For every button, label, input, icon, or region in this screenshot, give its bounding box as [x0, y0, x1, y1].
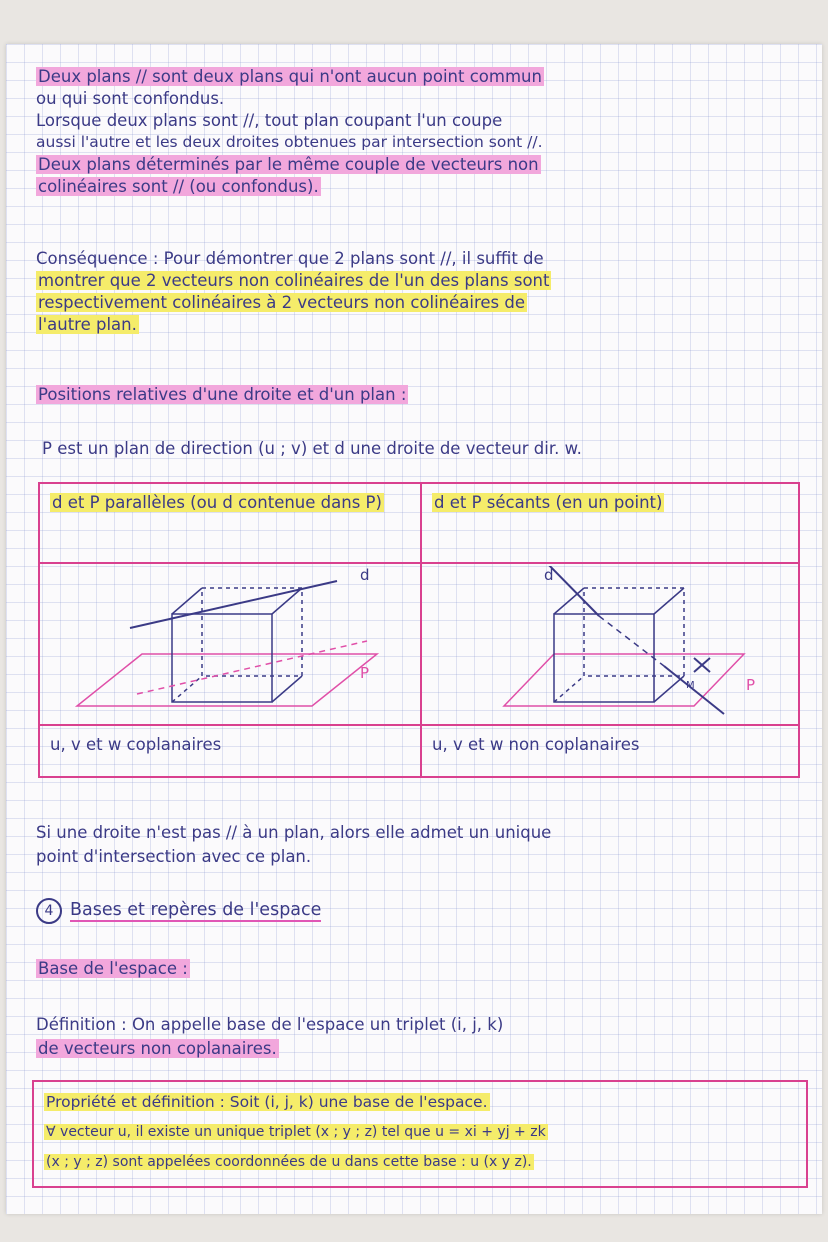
property-line-3: (x ; y ; z) sont appelées coordonnées de u dans cette base : u (x y z). — [46, 1154, 532, 1170]
parallel-cube-figure — [42, 566, 418, 722]
property-line-2: ∀ vecteur u, il existe un unique triplet (x ; y ; z) tel que u = xi + yj + zk — [46, 1124, 546, 1140]
intro-line-5: Deux plans déterminés par le même couple de vecteurs non — [38, 155, 539, 174]
right-label-M: M — [686, 680, 695, 691]
base-def-line-2: de vecteurs non coplanaires. — [38, 1039, 277, 1058]
intro-line-3: Lorsque deux plans sont //, tout plan coupant l'un coupe — [36, 111, 503, 130]
section-4-heading — [36, 898, 321, 924]
table-divider-vertical — [420, 484, 422, 776]
table-divider-header — [40, 562, 798, 564]
consequence-line-4: l'autre plan. — [38, 315, 137, 334]
consequence-line-3: respectivement colinéaires à 2 vecteurs non colinéaires de — [38, 293, 526, 312]
left-label-d: d — [360, 566, 370, 584]
intro-line-4: aussi l'autre et les deux droites obtenues par intersection sont //. — [36, 133, 543, 151]
secant-cube-figure — [424, 566, 800, 722]
intro-line-2: ou qui sont confondus. — [36, 89, 225, 108]
positions-table — [38, 482, 800, 778]
table-right-footer: u, v et w non coplanaires — [432, 735, 640, 754]
right-label-d: d — [544, 566, 554, 584]
right-label-P: P — [746, 676, 756, 694]
after-table-line-1: Si une droite n'est pas // à un plan, alors elle admet un unique — [36, 823, 552, 842]
intro-line-1: Deux plans // sont deux plans qui n'ont aucun point commun — [38, 67, 542, 86]
table-right-header: d et P sécants (en un point) — [434, 493, 663, 512]
consequence-line-2: montrer que 2 vecteurs non colinéaires de l'un des plans sont — [38, 271, 550, 290]
consequence-line-1: Conséquence : Pour démontrer que 2 plans sont //, il suffit de — [36, 249, 544, 268]
base-heading: Base de l'espace : — [38, 959, 188, 978]
table-left-header: d et P parallèles (ou d contenue dans P) — [52, 493, 382, 512]
intro-line-6: colinéaires sont // (ou confondus). — [38, 177, 319, 196]
positions-sentence: P est un plan de direction (u ; v) et d une droite de vecteur dir. w. — [42, 439, 582, 458]
property-line-1: Propriété et définition : Soit (i, j, k) une base de l'espace. — [46, 1093, 488, 1111]
section-4-title: Bases et repères de l'espace — [70, 900, 322, 920]
base-def-line-1: Définition : On appelle base de l'espace un triplet (i, j, k) — [36, 1015, 504, 1034]
left-label-P: P — [360, 664, 370, 682]
positions-heading: Positions relatives d'une droite et d'un plan : — [38, 385, 407, 404]
after-table-line-2: point d'intersection avec ce plan. — [36, 847, 312, 866]
table-divider-footer — [40, 724, 798, 726]
section-number-circle: 4 — [36, 898, 62, 924]
table-left-footer: u, v et w coplanaires — [50, 735, 222, 754]
